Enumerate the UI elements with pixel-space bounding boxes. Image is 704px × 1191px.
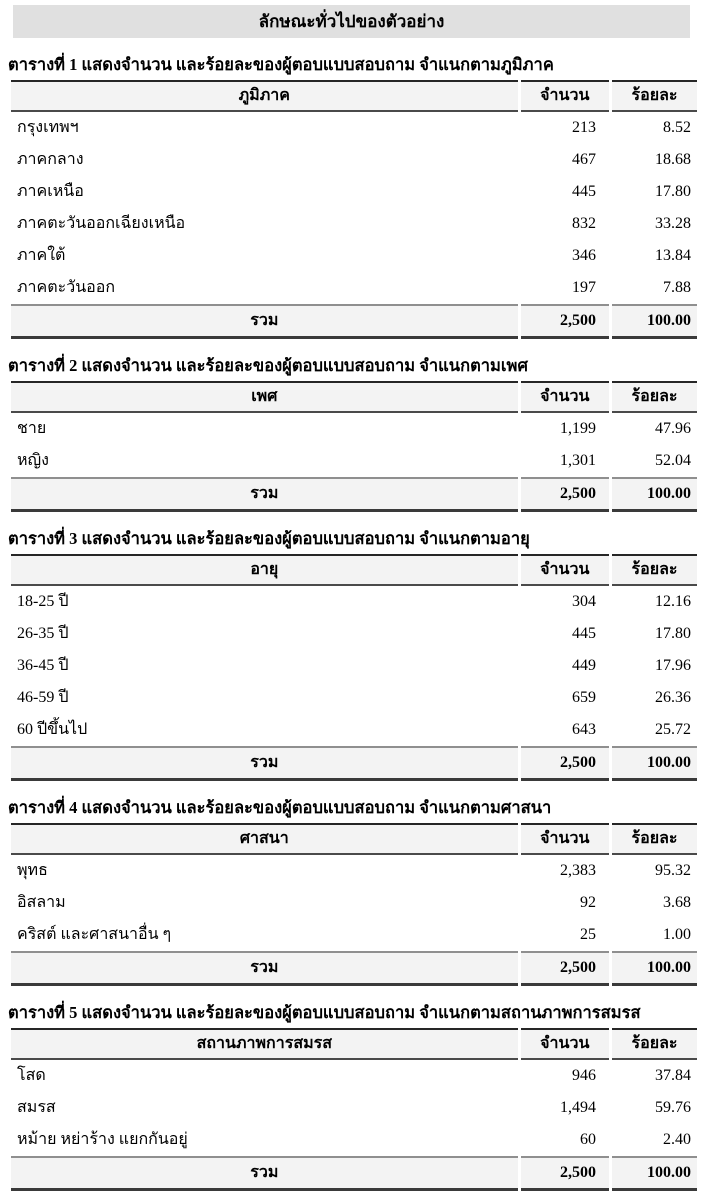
- percent-cell: 25.72: [655, 720, 691, 738]
- total-count: 2,500: [521, 477, 609, 512]
- percent-cell: 47.96: [655, 419, 691, 437]
- total-count: 2,500: [521, 746, 609, 781]
- percent-header: ร้อยละ: [612, 1028, 697, 1060]
- category-cell: กรุงเทพฯ: [17, 119, 79, 136]
- total-percent: 100.00: [612, 951, 697, 986]
- percent-cell: 33.28: [655, 214, 691, 232]
- category-cell: พุทธ: [17, 862, 48, 879]
- table-header-row: [11, 1028, 697, 1060]
- category-cell: สมรส: [17, 1099, 56, 1116]
- category-cell: หม้าย หย่าร้าง แยกกันอยู่: [17, 1131, 188, 1148]
- percent-cell: 8.52: [663, 118, 691, 136]
- table-body: [11, 112, 697, 304]
- percent-cell: 52.04: [655, 451, 691, 469]
- percent-cell: 59.76: [655, 1098, 691, 1116]
- table-row: [11, 1124, 697, 1156]
- percent-cell: 37.84: [655, 1066, 691, 1084]
- percent-header: ร้อยละ: [612, 554, 697, 586]
- count-cell: 445: [571, 624, 596, 642]
- stat-table-block: [8, 798, 700, 986]
- count-cell: 346: [571, 246, 596, 264]
- percent-cell: 17.80: [655, 182, 691, 200]
- stat-table-block: [8, 356, 700, 512]
- table-title: ตารางที่ 2 แสดงจำนวน และร้อยละของผู้ตอบแบบสอบถาม จำแนกตามเพศ: [8, 356, 528, 375]
- total-count: 2,500: [521, 951, 609, 986]
- table-body: [11, 413, 697, 477]
- percent-cell: 12.16: [655, 592, 691, 610]
- count-cell: 304: [571, 592, 596, 610]
- table-body: [11, 586, 697, 746]
- table-row: [11, 445, 697, 477]
- table-title: ตารางที่ 4 แสดงจำนวน และร้อยละของผู้ตอบแบบสอบถาม จำแนกตามศาสนา: [8, 798, 552, 817]
- table-row: [11, 1060, 697, 1092]
- count-header: จำนวน: [521, 80, 609, 112]
- category-cell: ภาคใต้: [17, 247, 66, 264]
- table-row: [11, 413, 697, 445]
- table-row: [11, 208, 697, 240]
- total-label: รวม: [11, 304, 518, 339]
- page-header-bar: [13, 5, 690, 38]
- category-header: ภูมิภาค: [11, 80, 518, 112]
- category-cell: ภาคกลาง: [17, 151, 84, 168]
- table-row: [11, 240, 697, 272]
- total-label: รวม: [11, 951, 518, 986]
- stat-table: [8, 823, 700, 986]
- category-cell: ภาคตะวันออก: [17, 279, 116, 296]
- percent-cell: 1.00: [663, 925, 691, 943]
- total-row: [11, 746, 697, 781]
- percent-cell: 3.68: [663, 893, 691, 911]
- total-row: [11, 304, 697, 339]
- percent-header: ร้อยละ: [612, 823, 697, 855]
- table-title: ตารางที่ 5 แสดงจำนวน และร้อยละของผู้ตอบแบบสอบถาม จำแนกตามสถานภาพการสมรส: [8, 1003, 641, 1022]
- category-cell: 46-59 ปี: [17, 689, 69, 706]
- percent-header: ร้อยละ: [612, 381, 697, 413]
- total-percent: 100.00: [612, 1156, 697, 1191]
- count-cell: 197: [571, 278, 596, 296]
- table-header-row: [11, 80, 697, 112]
- percent-cell: 2.40: [663, 1130, 691, 1148]
- table-row: [11, 1092, 697, 1124]
- table-row: [11, 112, 697, 144]
- total-row: [11, 477, 697, 512]
- stat-table: [8, 80, 700, 339]
- table-header-row: [11, 381, 697, 413]
- count-cell: 449: [571, 656, 596, 674]
- count-cell: 832: [571, 214, 596, 232]
- table-body: [11, 855, 697, 951]
- total-row: [11, 1156, 697, 1191]
- category-cell: ภาคตะวันออกเฉียงเหนือ: [17, 215, 186, 232]
- percent-cell: 17.80: [655, 624, 691, 642]
- percent-cell: 18.68: [655, 150, 691, 168]
- category-cell: หญิง: [17, 452, 49, 469]
- total-label: รวม: [11, 746, 518, 781]
- total-percent: 100.00: [612, 477, 697, 512]
- count-cell: 92: [579, 893, 596, 911]
- table-row: [11, 586, 697, 618]
- total-count: 2,500: [521, 304, 609, 339]
- total-label: รวม: [11, 1156, 518, 1191]
- stat-table-block: [8, 55, 700, 339]
- table-title: ตารางที่ 3 แสดงจำนวน และร้อยละของผู้ตอบแบบสอบถาม จำแนกตามอายุ: [8, 529, 530, 548]
- percent-cell: 17.96: [655, 656, 691, 674]
- table-title: ตารางที่ 1 แสดงจำนวน และร้อยละของผู้ตอบแบบสอบถาม จำแนกตามภูมิภาค: [8, 55, 554, 74]
- count-cell: 1,494: [559, 1098, 596, 1116]
- count-cell: 467: [571, 150, 596, 168]
- count-header: จำนวน: [521, 823, 609, 855]
- table-header-row: [11, 823, 697, 855]
- table-row: [11, 176, 697, 208]
- table-row: [11, 714, 697, 746]
- percent-cell: 26.36: [655, 688, 691, 706]
- count-cell: 643: [571, 720, 596, 738]
- table-row: [11, 682, 697, 714]
- table-row: [11, 618, 697, 650]
- table-row: [11, 144, 697, 176]
- stat-table-block: [8, 1003, 700, 1191]
- category-cell: 60 ปีขึ้นไป: [17, 721, 88, 738]
- count-cell: 1,199: [559, 419, 596, 437]
- table-row: [11, 919, 697, 951]
- table-row: [11, 887, 697, 919]
- count-header: จำนวน: [521, 554, 609, 586]
- total-row: [11, 951, 697, 986]
- table-row: [11, 650, 697, 682]
- category-header: ศาสนา: [11, 823, 518, 855]
- category-cell: ภาคเหนือ: [17, 183, 84, 200]
- category-header: เพศ: [11, 381, 518, 413]
- total-label: รวม: [11, 477, 518, 512]
- table-row: [11, 855, 697, 887]
- total-count: 2,500: [521, 1156, 609, 1191]
- stat-table: [8, 381, 700, 512]
- percent-header: ร้อยละ: [612, 80, 697, 112]
- category-header: อายุ: [11, 554, 518, 586]
- count-cell: 60: [579, 1130, 596, 1148]
- count-header: จำนวน: [521, 381, 609, 413]
- page-title: ลักษณะทั่วไปของตัวอย่าง: [258, 12, 445, 31]
- category-cell: โสด: [17, 1067, 46, 1084]
- stat-table: [8, 1028, 700, 1191]
- category-cell: ชาย: [17, 420, 47, 437]
- count-header: จำนวน: [521, 1028, 609, 1060]
- count-cell: 445: [571, 182, 596, 200]
- table-row: [11, 272, 697, 304]
- table-header-row: [11, 554, 697, 586]
- tables-container: [0, 55, 704, 1191]
- category-cell: 26-35 ปี: [17, 625, 69, 642]
- category-cell: 36-45 ปี: [17, 657, 69, 674]
- count-cell: 213: [571, 118, 596, 136]
- count-cell: 25: [579, 925, 596, 943]
- total-percent: 100.00: [612, 304, 697, 339]
- category-cell: 18-25 ปี: [17, 593, 69, 610]
- percent-cell: 95.32: [655, 861, 691, 879]
- stat-table: [8, 554, 700, 781]
- percent-cell: 13.84: [655, 246, 691, 264]
- count-cell: 2,383: [559, 861, 596, 879]
- percent-cell: 7.88: [663, 278, 691, 296]
- table-body: [11, 1060, 697, 1156]
- category-header: สถานภาพการสมรส: [11, 1028, 518, 1060]
- count-cell: 1,301: [559, 451, 596, 469]
- category-cell: อิสลาม: [17, 894, 66, 911]
- count-cell: 659: [571, 688, 596, 706]
- category-cell: คริสต์ และศาสนาอื่น ๆ: [17, 926, 172, 943]
- stat-table-block: [8, 529, 700, 781]
- count-cell: 946: [571, 1066, 596, 1084]
- total-percent: 100.00: [612, 746, 697, 781]
